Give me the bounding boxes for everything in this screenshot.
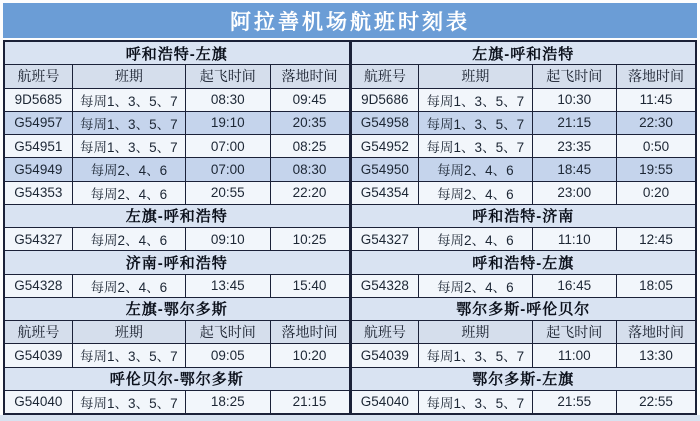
column-header-departure-time: 起飞时间: [186, 65, 271, 87]
departure-time-cell: 11:00: [533, 344, 618, 366]
flight-row: [5, 228, 349, 251]
arrival-time-cell: 08:30: [271, 158, 349, 180]
arrival-time-cell: 20:35: [271, 112, 349, 134]
column-header-flight-number: 航班号: [5, 65, 73, 87]
flight-number-cell: G54040: [352, 391, 420, 413]
flight-number-cell: G54039: [5, 344, 73, 366]
departure-time-cell: 07:00: [186, 158, 271, 180]
departure-time-cell: 18:45: [533, 158, 618, 180]
route-section-row: 鄂尔多斯-左旗: [352, 368, 696, 391]
column-header-schedule: 班期: [73, 65, 186, 87]
schedule-days-cell: 每周2、4、6: [73, 228, 186, 250]
flight-number-cell: G54040: [5, 391, 73, 413]
flight-row: [352, 228, 696, 251]
flight-row: [352, 89, 696, 112]
flight-number-cell: G54039: [352, 344, 420, 366]
flight-number-cell: G54949: [5, 158, 73, 180]
route-section-row: 鄂尔多斯-呼伦贝尔: [352, 298, 696, 321]
arrival-time-cell: 12:45: [617, 228, 695, 250]
schedule-days-cell: 每周1、3、5、7: [419, 112, 532, 134]
route-section-row: 济南-呼和浩特: [5, 251, 349, 274]
flight-row: [5, 89, 349, 112]
flight-row: [352, 391, 696, 413]
flight-row: [352, 112, 696, 135]
arrival-time-cell: 21:15: [271, 391, 349, 413]
departure-time-cell: 23:35: [533, 135, 618, 157]
route-section-row: 呼伦贝尔-鄂尔多斯: [5, 368, 349, 391]
departure-time-cell: 10:30: [533, 89, 618, 111]
schedule-days-cell: 每周2、4、6: [419, 158, 532, 180]
flight-number-cell: G54328: [352, 275, 420, 297]
arrival-time-cell: 09:45: [271, 89, 349, 111]
departure-time-cell: 18:25: [186, 391, 271, 413]
arrival-time-cell: 15:40: [271, 275, 349, 297]
arrival-time-cell: 22:55: [617, 391, 695, 413]
page-title: 阿拉善机场航班时刻表: [3, 3, 697, 38]
arrival-time-cell: 0:50: [617, 135, 695, 157]
flight-number-cell: G54950: [352, 158, 420, 180]
flight-row: [5, 135, 349, 158]
departure-time-cell: 19:10: [186, 112, 271, 134]
schedule-days-cell: 每周1、3、5、7: [73, 89, 186, 111]
column-header-schedule: 班期: [419, 321, 532, 343]
departure-time-cell: 20:55: [186, 182, 271, 204]
column-header-flight-number: 航班号: [5, 321, 73, 343]
schedule-days-cell: 每周2、4、6: [73, 275, 186, 297]
schedule-days-cell: 每周1、3、5、7: [73, 391, 186, 413]
departure-time-cell: 11:10: [533, 228, 618, 250]
column-header-flight-number: 航班号: [352, 65, 420, 87]
departure-time-cell: 21:55: [533, 391, 618, 413]
flight-row: [352, 135, 696, 158]
column-header-schedule: 班期: [419, 65, 532, 87]
arrival-time-cell: 08:25: [271, 135, 349, 157]
schedule-days-cell: 每周1、3、5、7: [419, 135, 532, 157]
flight-timetable: [3, 40, 697, 415]
column-header-row: [5, 321, 349, 344]
route-section-row: 左旗-呼和浩特: [352, 42, 696, 65]
route-section-row: 呼和浩特-左旗: [5, 42, 349, 65]
schedule-days-cell: 每周1、3、5、7: [419, 391, 532, 413]
column-header-departure-time: 起飞时间: [533, 321, 618, 343]
flight-number-cell: 9D5686: [352, 89, 420, 111]
schedule-days-cell: 每周2、4、6: [419, 275, 532, 297]
flight-number-cell: G54952: [352, 135, 420, 157]
schedule-days-cell: 每周2、4、6: [73, 158, 186, 180]
flight-number-cell: G54327: [352, 228, 420, 250]
flight-row: [352, 182, 696, 205]
arrival-time-cell: 13:30: [617, 344, 695, 366]
flight-number-cell: G54353: [5, 182, 73, 204]
flight-row: [5, 182, 349, 205]
flight-number-cell: G54958: [352, 112, 420, 134]
flight-row: [5, 158, 349, 181]
schedule-days-cell: 每周1、3、5、7: [73, 344, 186, 366]
departure-time-cell: 23:00: [533, 182, 618, 204]
departure-time-cell: 21:15: [533, 112, 618, 134]
column-header-arrival-time: 落地时间: [617, 65, 695, 87]
schedule-days-cell: 每周2、4、6: [419, 228, 532, 250]
bottom-strip: [0, 415, 700, 421]
column-header-departure-time: 起飞时间: [533, 65, 618, 87]
schedule-days-cell: 每周1、3、5、7: [419, 89, 532, 111]
column-header-arrival-time: 落地时间: [617, 321, 695, 343]
column-header-row: [352, 321, 696, 344]
arrival-time-cell: 22:20: [271, 182, 349, 204]
arrival-time-cell: 22:30: [617, 112, 695, 134]
column-header-arrival-time: 落地时间: [271, 65, 349, 87]
flight-row: [352, 344, 696, 367]
column-header-flight-number: 航班号: [352, 321, 420, 343]
column-header-schedule: 班期: [73, 321, 186, 343]
arrival-time-cell: 18:05: [617, 275, 695, 297]
arrival-time-cell: 10:25: [271, 228, 349, 250]
timetable-left-half: [5, 42, 352, 413]
flight-number-cell: G54957: [5, 112, 73, 134]
departure-time-cell: 09:05: [186, 344, 271, 366]
schedule-days-cell: 每周1、3、5、7: [73, 112, 186, 134]
route-section-row: 左旗-鄂尔多斯: [5, 298, 349, 321]
column-header-row: [352, 65, 696, 88]
departure-time-cell: 07:00: [186, 135, 271, 157]
timetable-right-half: [352, 42, 696, 413]
flight-number-cell: G54951: [5, 135, 73, 157]
schedule-days-cell: 每周2、4、6: [73, 182, 186, 204]
flight-row: [5, 275, 349, 298]
route-section-row: 呼和浩特-济南: [352, 205, 696, 228]
flight-number-cell: 9D5685: [5, 89, 73, 111]
departure-time-cell: 16:45: [533, 275, 618, 297]
departure-time-cell: 08:30: [186, 89, 271, 111]
column-header-row: [5, 65, 349, 88]
column-header-departure-time: 起飞时间: [186, 321, 271, 343]
arrival-time-cell: 0:20: [617, 182, 695, 204]
departure-time-cell: 09:10: [186, 228, 271, 250]
flight-row: [352, 158, 696, 181]
flight-number-cell: G54354: [352, 182, 420, 204]
route-section-row: 呼和浩特-左旗: [352, 251, 696, 274]
flight-row: [352, 275, 696, 298]
flight-row: [5, 391, 349, 413]
route-section-row: 左旗-呼和浩特: [5, 205, 349, 228]
flight-row: [5, 344, 349, 367]
flight-row: [5, 112, 349, 135]
schedule-days-cell: 每周1、3、5、7: [419, 344, 532, 366]
flight-number-cell: G54327: [5, 228, 73, 250]
arrival-time-cell: 11:45: [617, 89, 695, 111]
column-header-arrival-time: 落地时间: [271, 321, 349, 343]
arrival-time-cell: 10:20: [271, 344, 349, 366]
departure-time-cell: 13:45: [186, 275, 271, 297]
schedule-days-cell: 每周1、3、5、7: [73, 135, 186, 157]
schedule-days-cell: 每周2、4、6: [419, 182, 532, 204]
flight-number-cell: G54328: [5, 275, 73, 297]
arrival-time-cell: 19:55: [617, 158, 695, 180]
